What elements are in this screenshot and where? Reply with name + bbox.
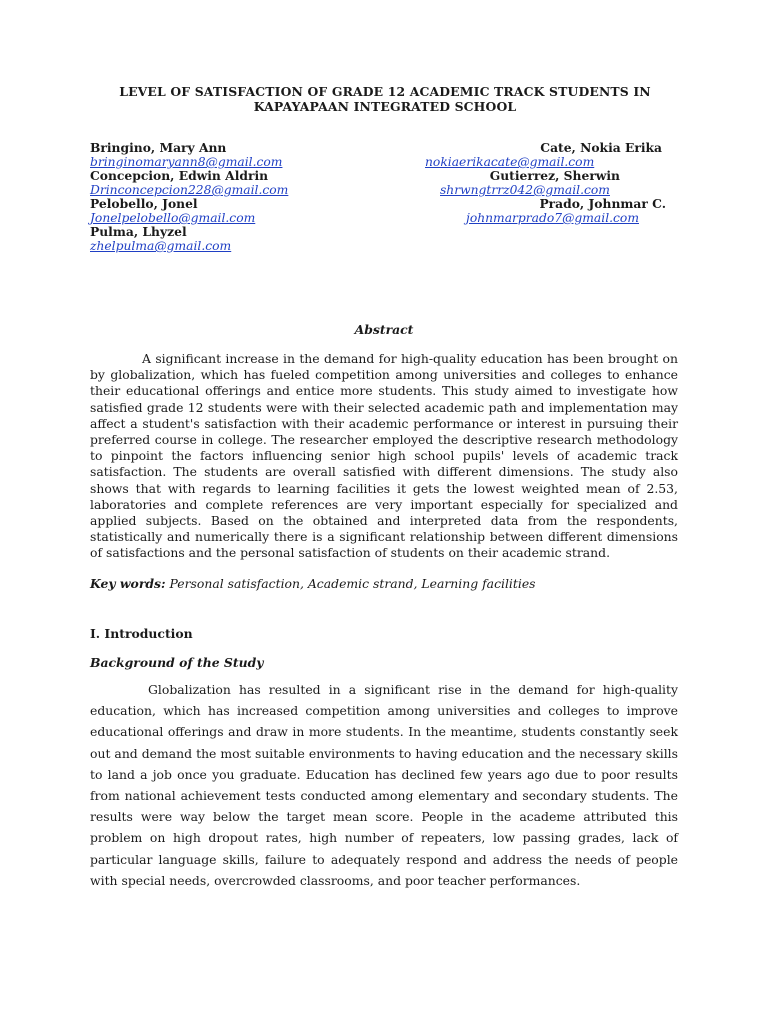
author-name: Prado, Johnmar C. — [539, 196, 666, 211]
author-name: Concepcion, Edwin Aldrin — [90, 168, 269, 183]
section-heading-introduction: I. Introduction — [90, 626, 193, 641]
author-email-block-2 — [425, 155, 594, 169]
author-name: Bringino, Mary Ann — [90, 140, 227, 155]
author-block-1 — [90, 141, 282, 169]
keywords-value: Personal satisfaction, Academic strand, Learning facilities — [165, 576, 536, 591]
paper-title — [90, 84, 680, 114]
subsection-heading-background: Background of the Study — [90, 655, 264, 670]
author-email-link[interactable]: johnmarprado7@gmail.com — [466, 211, 639, 225]
author-block-5 — [90, 197, 255, 225]
author-block-4 — [490, 169, 620, 183]
abstract-heading: Abstract — [354, 322, 414, 337]
author-email-link[interactable]: Drinconcepcion228@gmail.com — [90, 183, 289, 197]
paper-title-line-1: LEVEL OF SATISFACTION OF GRADE 12 ACADEMIC TRACK STUDENTS IN — [119, 84, 651, 99]
author-block-6 — [539, 197, 666, 211]
author-block-3 — [90, 169, 288, 197]
paper-title-line-2: KAPAYAPAAN INTEGRATED SCHOOL — [253, 99, 517, 114]
keywords — [90, 576, 678, 591]
author-name: Cate, Nokia Erika — [540, 140, 662, 155]
author-name: Gutierrez, Sherwin — [489, 168, 620, 183]
author-name: Pulma, Lhyzel — [90, 224, 187, 239]
author-email-block-6 — [466, 211, 639, 225]
author-email-link[interactable]: zhelpulma@gmail.com — [90, 239, 232, 253]
keywords-label: Key words: — [90, 576, 166, 591]
author-email-link[interactable]: shrwngtrrz042@gmail.com — [440, 183, 610, 197]
author-name: Pelobello, Jonel — [90, 196, 198, 211]
author-block-2 — [540, 141, 662, 155]
author-block-7 — [90, 225, 231, 253]
author-email-link[interactable]: nokiaerikacate@gmail.com — [425, 155, 595, 169]
introduction-body: Globalization has resulted in a significant rise in the demand for high-quality education, which has increased competition among universities and colleges to improve educational offerings and draw in more students. In the meantime, students constantly seek out and demand the most suitable environments to having education and the necessary skills to land a job once you graduate. Education has declined few years ago due to poor results from national achievement tests conducted among elementary and secondary students. The results were way below the target mean score. People in the academe attributed this problem on high dropout rates, high number of repeaters, low passing grades, lack of particular language skills, failure to adequately respond and address the needs of people with special needs, overcrowded classrooms, and poor teacher performances. — [90, 682, 678, 888]
author-email-block-4 — [440, 183, 610, 197]
abstract-body: A significant increase in the demand for high-quality education has been brought on by globalization, which has fueled competition among universities and colleges to enhance their educational offerings and entice more students. This study aimed to investigate how satisfied grade 12 students were with their selected academic path and implementation may affect a student's satisfaction with their academic performance or interest in pursuing their preferred course in college. The researcher employed the descriptive research methodology to pinpoint the factors influencing senior high school pupils' levels of academic track satisfaction. The students are overall satisfied with different dimensions. The study also shows that with regards to learning facilities it gets the lowest weighted mean of 2.53, laboratories and complete references are very important especially for specialized and applied subjects. Based on the obtained and interpreted data from the respondents, statistically and numerically there is a significant relationship between different dimensions of satisfactions and the personal satisfaction of students on their academic strand. — [90, 351, 678, 561]
author-email-link[interactable]: Jonelpelobello@gmail.com — [90, 211, 256, 225]
author-email-link[interactable]: bringinomaryann8@gmail.com — [90, 155, 283, 169]
